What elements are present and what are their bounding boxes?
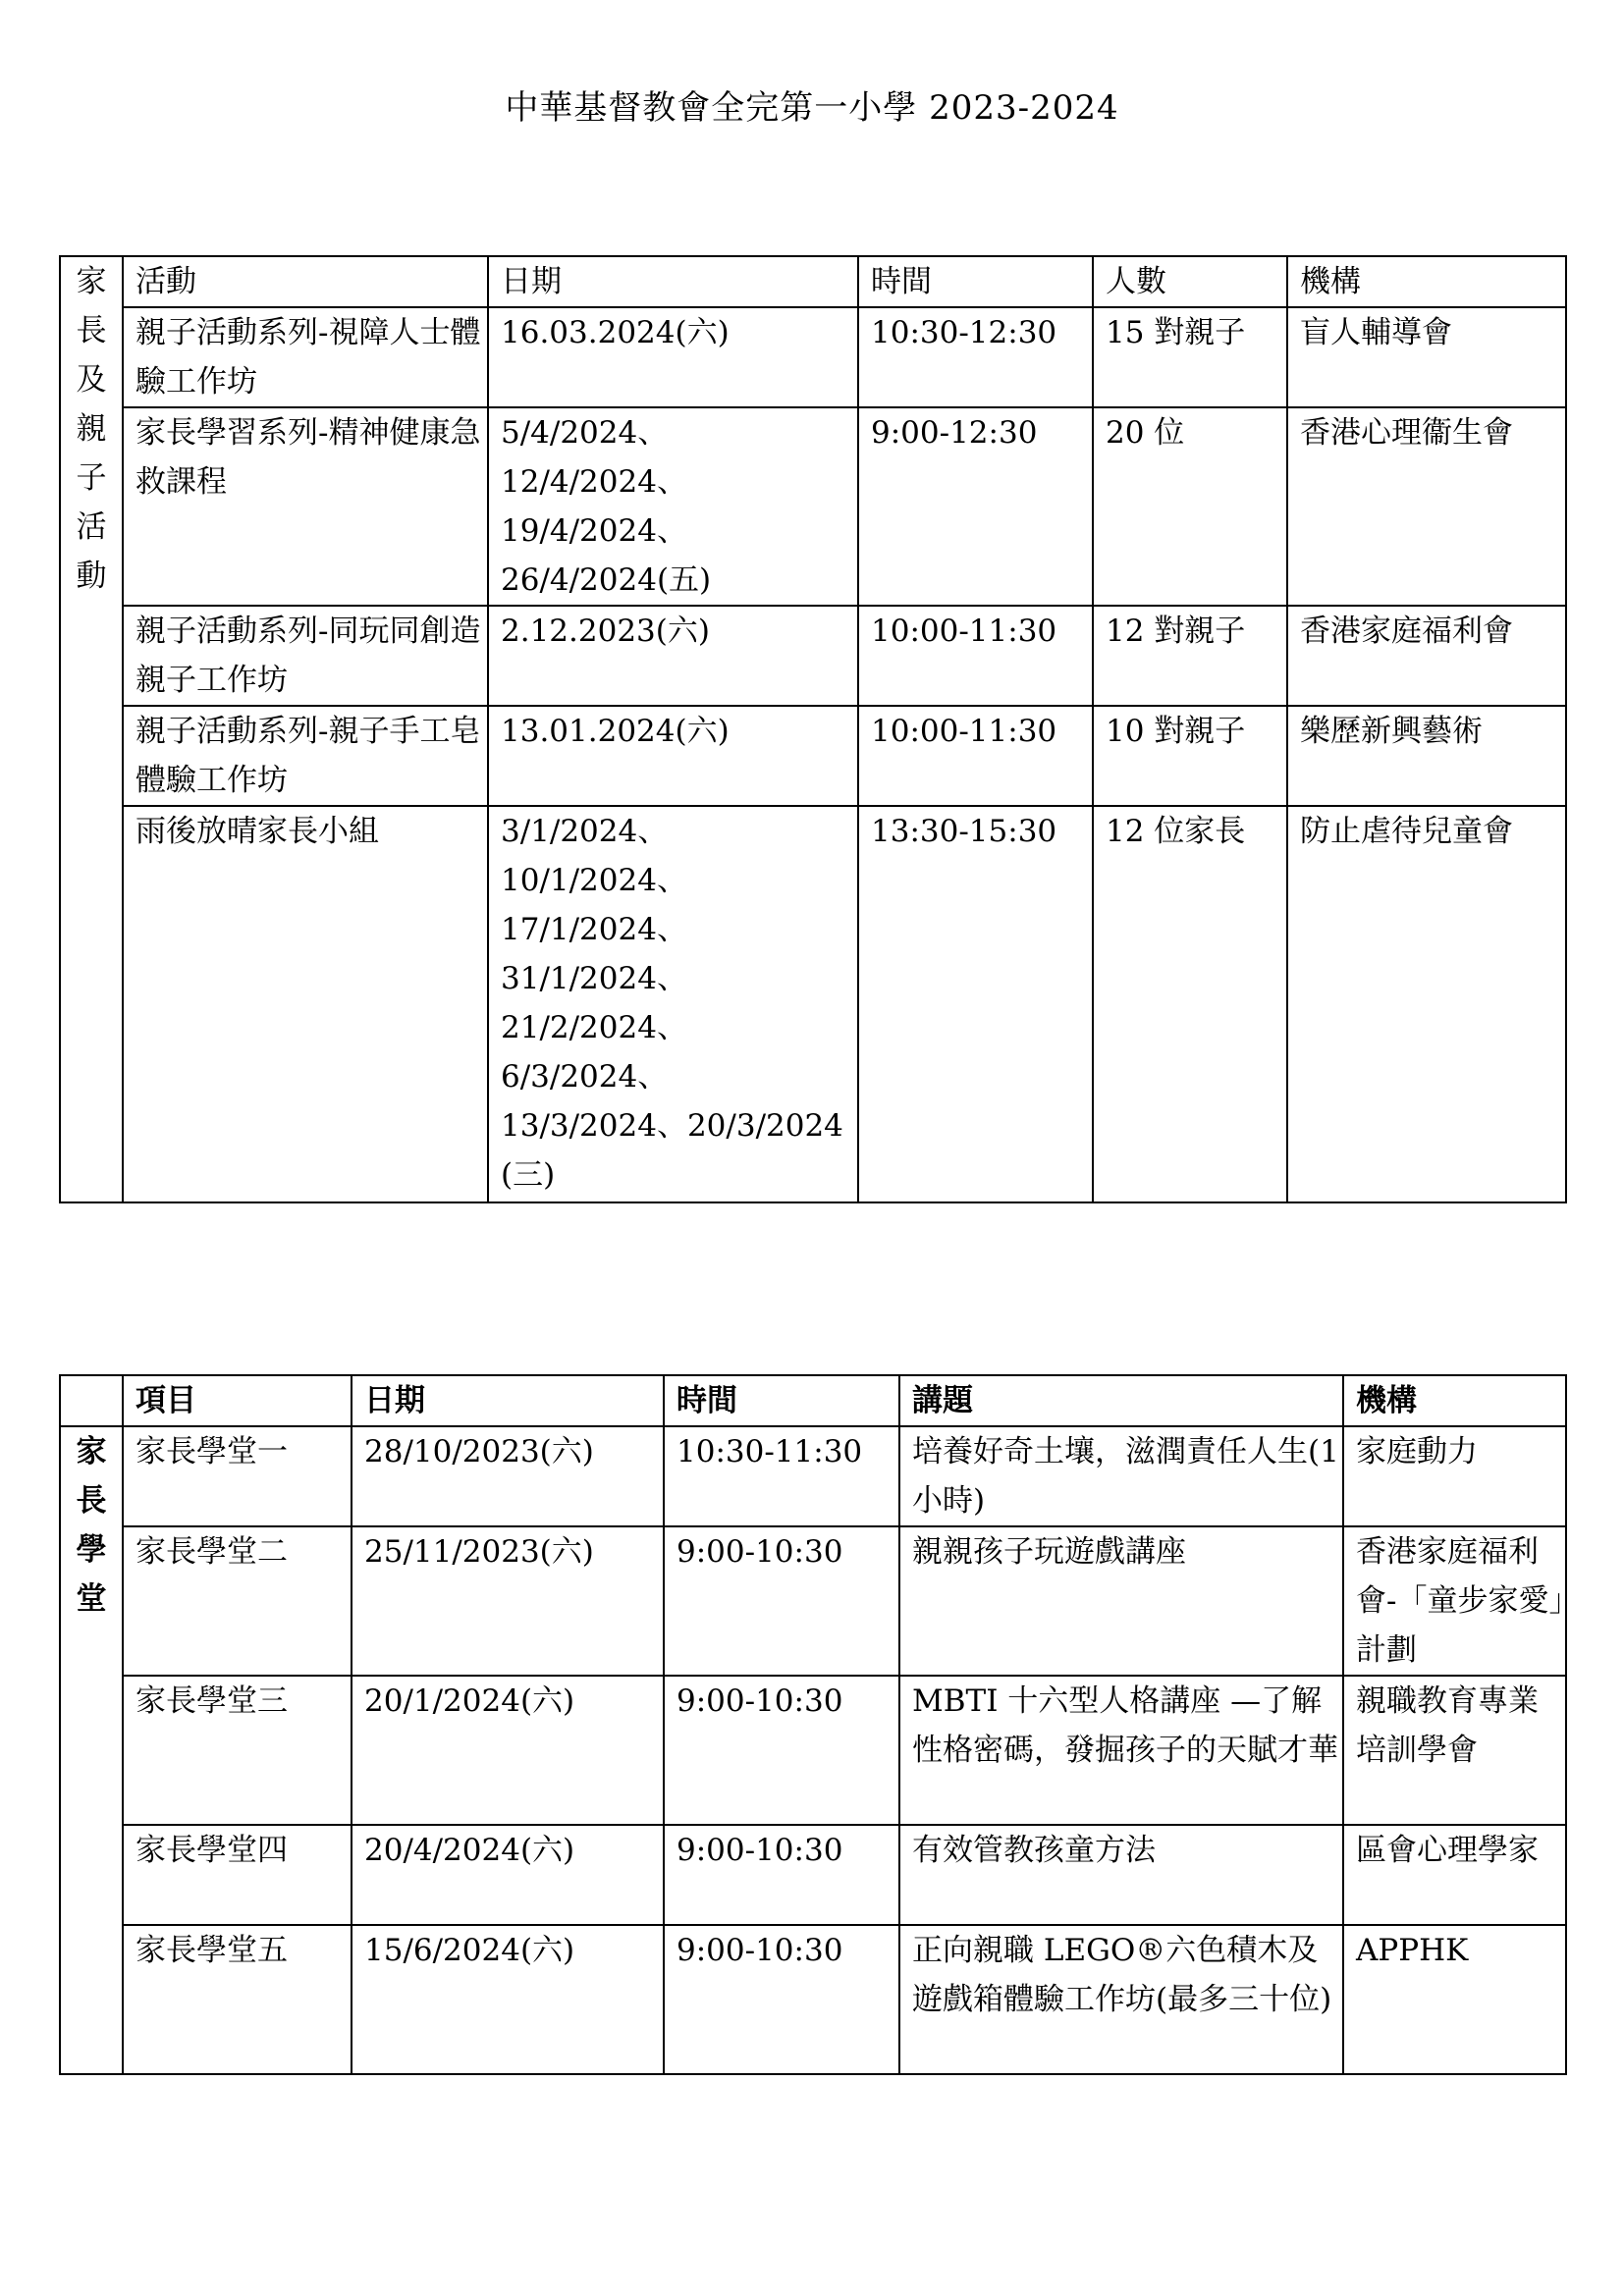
header-time: 時間: [664, 1375, 899, 1426]
date-cell: [488, 307, 858, 407]
date-line: 13/3/2024、20/3/2024: [501, 1108, 843, 1144]
topic-cell: 有效管教孩童方法: [899, 1825, 1343, 1925]
date-cell: 20/1/2024(六): [352, 1676, 664, 1825]
time-cell: 9:00-12:30: [858, 407, 1093, 606]
activity-cell: 雨後放晴家長小組: [123, 806, 488, 1202]
table-row: [60, 407, 1566, 606]
date-line: (三): [501, 1157, 556, 1193]
table-row: [60, 806, 1566, 1202]
date-line: 2.12.2023(六): [501, 614, 710, 649]
org-cell: 香港心理衞生會: [1287, 407, 1566, 606]
section-label: 家長學堂: [60, 1426, 123, 2074]
time-cell: 10:30-12:30: [858, 307, 1093, 407]
parent-child-activities-table: [59, 255, 1567, 1203]
date-line: 6/3/2024、: [501, 1059, 669, 1095]
table-row: [60, 1426, 1566, 1526]
item-cell: 家長學堂五: [123, 1925, 352, 2074]
time-cell: 10:00-11:30: [858, 706, 1093, 806]
topic-cell: 親親孩子玩遊戲講座: [899, 1526, 1343, 1676]
date-cell: 28/10/2023(六): [352, 1426, 664, 1526]
date-cell: [488, 706, 858, 806]
header-activity: 活動: [123, 256, 488, 307]
date-cell: 25/11/2023(六): [352, 1526, 664, 1676]
count-cell: 15 對親子: [1093, 307, 1287, 407]
date-cell: [488, 407, 858, 606]
time-cell: 13:30-15:30: [858, 806, 1093, 1202]
table-row: [60, 606, 1566, 706]
time-cell: 9:00-10:30: [664, 1676, 899, 1825]
org-cell: APPHK: [1343, 1925, 1566, 2074]
item-cell: 家長學堂四: [123, 1825, 352, 1925]
date-cell: 20/4/2024(六): [352, 1825, 664, 1925]
table-header-row: [60, 256, 1566, 307]
topic-cell: 培養好奇土壤，滋潤責任人生(1 小時): [899, 1426, 1343, 1526]
table-row: [60, 1825, 1566, 1925]
table-row: [60, 1925, 1566, 2074]
date-line: 19/4/2024、: [501, 513, 687, 549]
item-cell: 家長學堂二: [123, 1526, 352, 1676]
count-cell: 12 位家長: [1093, 806, 1287, 1202]
item-cell: 家長學堂一: [123, 1426, 352, 1526]
org-cell: 盲人輔導會: [1287, 307, 1566, 407]
time-cell: 10:00-11:30: [858, 606, 1093, 706]
header-count: 人數: [1093, 256, 1287, 307]
date-cell: [488, 806, 858, 1202]
header-date: 日期: [488, 256, 858, 307]
date-line: 31/1/2024、: [501, 961, 687, 996]
table-header-row: [60, 1375, 1566, 1426]
date-line: 17/1/2024、: [501, 912, 687, 947]
section-label: 家長及親子活動: [60, 256, 123, 1202]
topic-cell: 正向親職 LEGO®六色積木及遊戲箱體驗工作坊(最多三十位): [899, 1925, 1343, 2074]
org-cell: 香港家庭福利會-「童步家愛」計劃: [1343, 1526, 1566, 1676]
date-line: 26/4/2024(五): [501, 562, 712, 598]
table-row: [60, 1526, 1566, 1676]
date-line: 21/2/2024、: [501, 1010, 687, 1045]
time-cell: 10:30-11:30: [664, 1426, 899, 1526]
time-cell: 9:00-10:30: [664, 1825, 899, 1925]
org-cell: 樂歷新興藝術: [1287, 706, 1566, 806]
activity-cell: 親子活動系列-視障人士體驗工作坊: [123, 307, 488, 407]
parent-school-table: [59, 1374, 1567, 2075]
header-date: 日期: [352, 1375, 664, 1426]
header-topic: 講題: [899, 1375, 1343, 1426]
org-cell: 家庭動力: [1343, 1426, 1566, 1526]
table-row: [60, 1676, 1566, 1825]
activity-cell: 親子活動系列-同玩同創造親子工作坊: [123, 606, 488, 706]
activity-cell: 家長學習系列-精神健康急救課程: [123, 407, 488, 606]
org-cell: 親職教育專業培訓學會: [1343, 1676, 1566, 1825]
date-line: 3/1/2024、: [501, 814, 669, 849]
date-line: 10/1/2024、: [501, 863, 687, 898]
table-row: [60, 307, 1566, 407]
date-cell: [488, 606, 858, 706]
count-cell: 12 對親子: [1093, 606, 1287, 706]
date-cell: 15/6/2024(六): [352, 1925, 664, 2074]
topic-cell: MBTI 十六型人格講座 —了解性格密碼，發掘孩子的天賦才華: [899, 1676, 1343, 1825]
date-line: 13.01.2024(六): [501, 714, 730, 749]
header-corner: [60, 1375, 123, 1426]
org-cell: 防止虐待兒童會: [1287, 806, 1566, 1202]
table-row: [60, 706, 1566, 806]
header-org: 機構: [1287, 256, 1566, 307]
org-cell: 區會心理學家: [1343, 1825, 1566, 1925]
item-cell: 家長學堂三: [123, 1676, 352, 1825]
date-line: 5/4/2024、: [501, 415, 669, 451]
time-cell: 9:00-10:30: [664, 1526, 899, 1676]
header-item: 項目: [123, 1375, 352, 1426]
date-line: 16.03.2024(六): [501, 315, 730, 350]
header-org: 機構: [1343, 1375, 1566, 1426]
activity-cell: 親子活動系列-親子手工皂體驗工作坊: [123, 706, 488, 806]
org-cell: 香港家庭福利會: [1287, 606, 1566, 706]
count-cell: 10 對親子: [1093, 706, 1287, 806]
time-cell: 9:00-10:30: [664, 1925, 899, 2074]
count-cell: 20 位: [1093, 407, 1287, 606]
header-time: 時間: [858, 256, 1093, 307]
page-title: 中華基督教會全完第一小學 2023-2024: [505, 88, 1119, 128]
date-line: 12/4/2024、: [501, 464, 687, 500]
